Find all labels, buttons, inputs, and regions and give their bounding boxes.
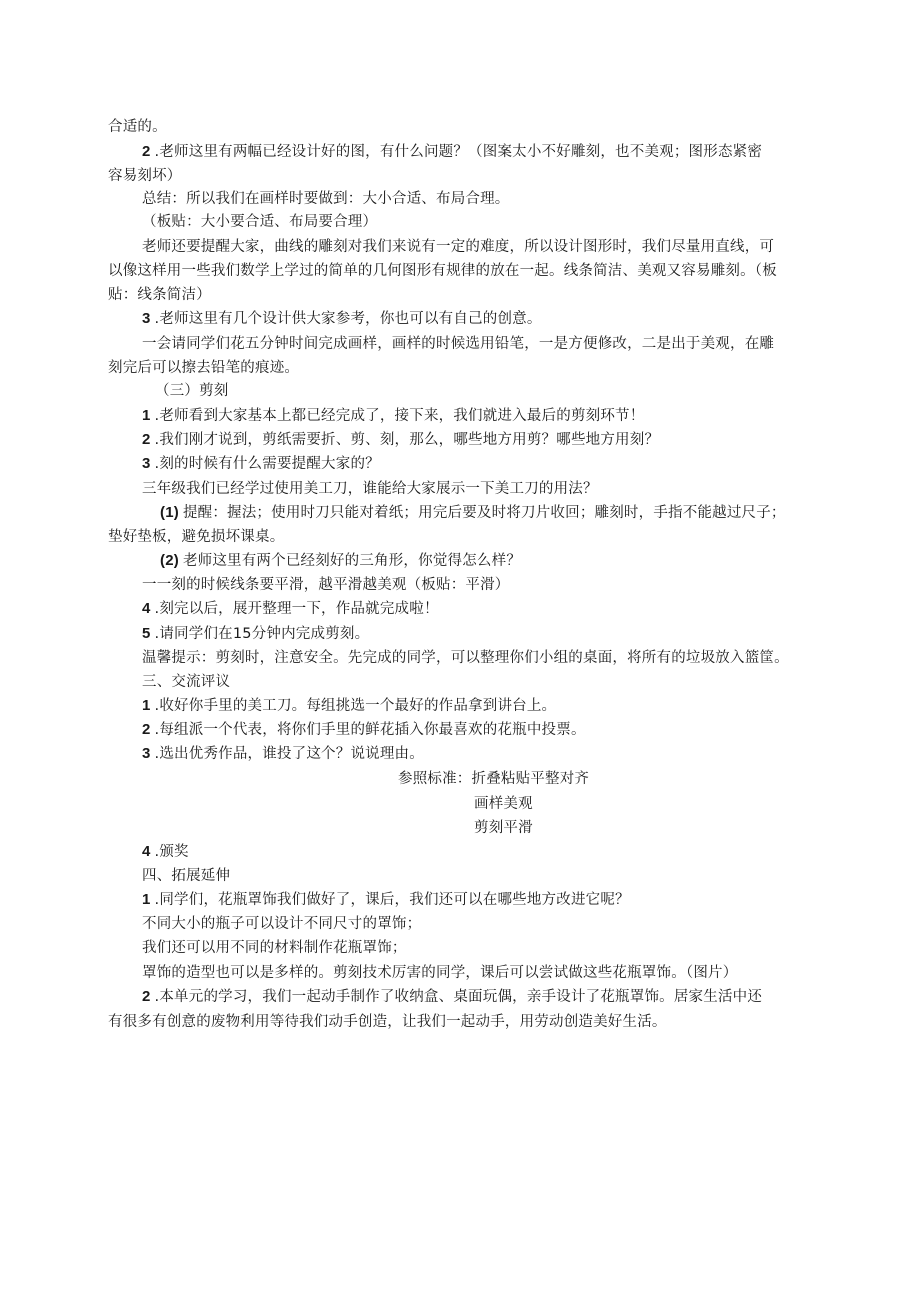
- section-heading: （三）剪刻: [155, 383, 229, 399]
- text-line: 有很多有创意的废物利用等待我们动手创造，让我们一起动手，用劳动创造美好生活。: [108, 1014, 667, 1030]
- item-number: 4: [142, 843, 151, 860]
- text-line: 以像这样用一些我们数学上学过的简单的几何图形有规律的放在一起。线条简洁、美观又容易雕刻。（板: [108, 263, 777, 279]
- item-number: (1): [160, 504, 179, 521]
- text-line: 4 .刻完以后，展开整理一下，作品就完成啦！: [142, 600, 439, 617]
- text-line: 3 .老师这里有几个设计供大家参考，你也可以有自己的创意。: [142, 310, 542, 327]
- text-line: (2) 老师这里有两个已经刻好的三角形，你觉得怎么样？: [160, 552, 522, 569]
- text-line: 一一刻的时候线条要平滑，越平滑越美观（板贴：平滑）: [142, 577, 510, 593]
- text-line: 贴：线条简洁）: [108, 287, 211, 303]
- text-line: 罩饰的造型也可以是多样的。剪刻技术厉害的同学，课后可以尝试做这些花瓶罩饰。（图片）: [142, 965, 738, 981]
- text-line: 容易刻坏）: [108, 168, 182, 184]
- section-heading: 四、拓展延伸: [142, 868, 231, 884]
- item-number: 3: [142, 745, 151, 762]
- criteria-line: 画样美观: [474, 796, 533, 812]
- item-number: 3: [142, 455, 151, 472]
- criteria-line: 剪刻平滑: [474, 820, 533, 836]
- text-line: 一会请同学们花五分钟时间完成画样，画样的时候选用铅笔，一是方便修改，二是出于美观，在雕: [142, 336, 775, 352]
- text-line: 3 .刻的时候有什么需要提醒大家的？: [142, 455, 380, 472]
- text-line: 2 .老师这里有两幅已经设计好的图，有什么问题？（图案太小不好雕刻，也不美观；图形态紧密: [142, 143, 763, 160]
- item-number: 2: [142, 721, 151, 738]
- text-line: 5 .请同学们在15分钟内完成剪刻。: [142, 625, 370, 642]
- text-line: 垫好垫板，避免损坏课桌。: [108, 529, 285, 545]
- text-line: 2 .我们刚才说到，剪纸需要折、剪、刻，那么，哪些地方用剪？哪些地方用刻？: [142, 431, 660, 448]
- text-line: 1 .老师看到大家基本上都已经完成了，接下来，我们就进入最后的剪刻环节！: [142, 407, 645, 424]
- text-line: 温馨提示：剪刻时，注意安全。先完成的同学，可以整理你们小组的桌面，将所有的垃圾放入篮筐。: [142, 650, 789, 666]
- item-number: 2: [142, 143, 151, 160]
- text-line: 不同大小的瓶子可以设计不同尺寸的罩饰；: [142, 916, 422, 932]
- text-line: （板贴：大小要合适、布局要合理）: [142, 214, 378, 230]
- item-number: 1: [142, 891, 151, 908]
- text-line: 2 .每组派一个代表，将你们手里的鲜花插入你最喜欢的花瓶中投票。: [142, 721, 586, 738]
- text-line: 我们还可以用不同的材料制作花瓶罩饰；: [142, 940, 407, 956]
- text-line: 合适的。: [108, 119, 167, 135]
- text-line: 3 .选出优秀作品，谁投了这个？说说理由。: [142, 745, 424, 762]
- text-line: 4 .颁奖: [142, 843, 189, 860]
- item-number: (2): [160, 552, 179, 569]
- text-line: 老师还要提醒大家，曲线的雕刻对我们来说有一定的难度，所以设计图形时，我们尽量用直线，可: [142, 239, 775, 255]
- item-number: 2: [142, 431, 151, 448]
- text-line: 三年级我们已经学过使用美工刀，谁能给大家展示一下美工刀的用法？: [142, 481, 598, 497]
- text-line: 1 .收好你手里的美工刀。每组挑选一个最好的作品拿到讲台上。: [142, 697, 557, 714]
- item-number: 5: [142, 625, 151, 642]
- text-line: (1) 提醒：握法；使用时刀只能对着纸；用完后要及时将刀片收回；雕刻时，手指不能越过尺子；: [160, 504, 786, 521]
- text-line: 2 .本单元的学习，我们一起动手制作了收纳盒、桌面玩偶，亲手设计了花瓶罩饰。居家生活中还: [142, 988, 763, 1005]
- text-line: 1 .同学们，花瓶罩饰我们做好了，课后，我们还可以在哪些地方改进它呢？: [142, 891, 630, 908]
- section-heading: 三、交流评议: [142, 674, 231, 690]
- item-number: 4: [142, 600, 151, 617]
- item-number: 1: [142, 407, 151, 424]
- item-number: 1: [142, 697, 151, 714]
- item-number: 2: [142, 988, 151, 1005]
- text-line: 刻完后可以擦去铅笔的痕迹。: [108, 360, 300, 376]
- criteria-line: 参照标准：折叠粘贴平整对齐: [398, 771, 590, 787]
- item-number: 3: [142, 310, 151, 327]
- text-line: 总结：所以我们在画样时要做到：大小合适、布局合理。: [142, 191, 510, 207]
